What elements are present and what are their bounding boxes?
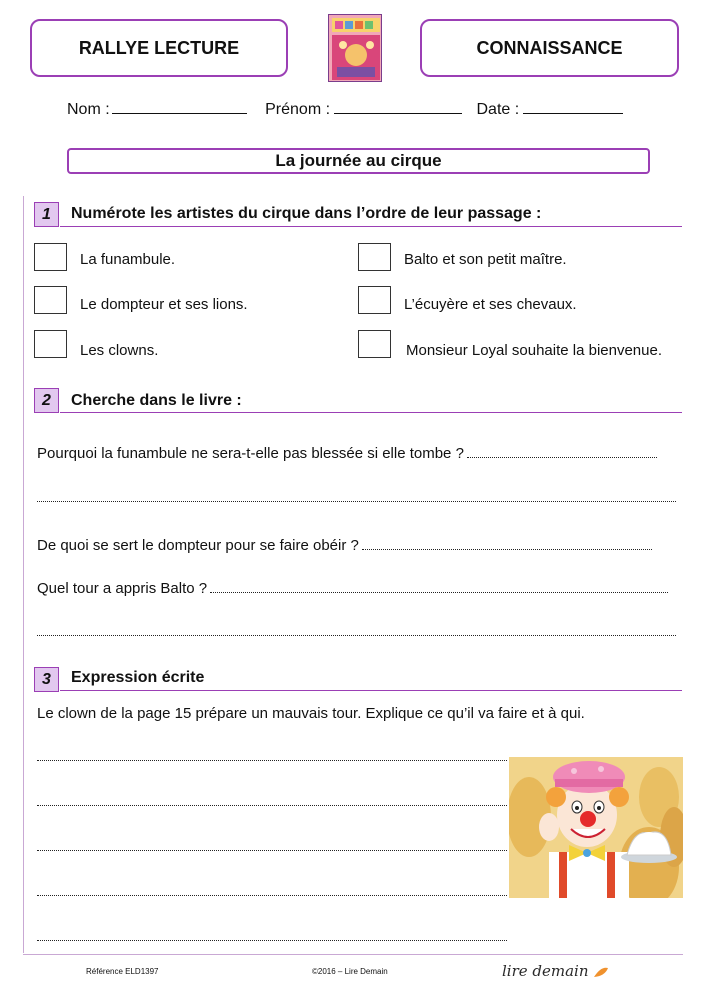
- order-checkbox-4[interactable]: [358, 286, 391, 314]
- question-2a: [37, 445, 657, 462]
- artist-label-2: Balto et son petit maître.: [404, 251, 567, 268]
- answer-line-2c-cont[interactable]: [37, 635, 676, 636]
- clown-illustration: [509, 757, 683, 898]
- order-checkbox-1[interactable]: [34, 243, 67, 271]
- artist-label-4: L’écuyère et ses chevaux.: [404, 296, 577, 313]
- order-checkbox-6[interactable]: [358, 330, 391, 358]
- writing-line-5[interactable]: [37, 940, 507, 941]
- logo-leaf-icon: [593, 966, 609, 978]
- footer-copyright: ©2016 – Lire Demain: [312, 967, 388, 976]
- answer-line-2a-cont[interactable]: [37, 501, 676, 502]
- worksheet-title: La journée au cirque: [275, 151, 442, 170]
- question-3-prompt: Le clown de la page 15 prépare un mauvais tour. Explique ce qu’il va faire et à qui.: [37, 705, 585, 722]
- prenom-field[interactable]: [334, 100, 462, 114]
- artist-label-5: Les clowns.: [80, 342, 159, 359]
- writing-line-1[interactable]: [37, 760, 507, 761]
- book-cover-image: [328, 14, 382, 82]
- date-field[interactable]: [523, 100, 623, 114]
- date-label: Date :: [476, 101, 520, 118]
- question-1-badge: [34, 202, 59, 227]
- question-3-underline: [60, 690, 682, 691]
- question-2-number: 2: [42, 391, 51, 409]
- question-2c: [37, 580, 668, 597]
- order-checkbox-2[interactable]: [358, 243, 391, 271]
- question-3-title: Expression écrite: [71, 669, 205, 686]
- prenom-label: Prénom :: [265, 101, 331, 118]
- order-checkbox-3[interactable]: [34, 286, 67, 314]
- question-2c-text: Quel tour a appris Balto ?: [37, 580, 208, 597]
- question-3-badge: [34, 667, 59, 692]
- header-right-label: CONNAISSANCE: [476, 37, 623, 58]
- left-margin-line: [23, 196, 24, 953]
- writing-line-3[interactable]: [37, 850, 507, 851]
- question-2b-text: De quoi se sert le dompteur pour se faire obéir ?: [37, 537, 359, 554]
- order-checkbox-5[interactable]: [34, 330, 67, 358]
- answer-line-2a[interactable]: [467, 457, 657, 458]
- logo-text: lire demain: [502, 962, 589, 980]
- artist-label-6: Monsieur Loyal souhaite la bienvenue.: [406, 342, 663, 359]
- question-2a-text: Pourquoi la funambule ne sera-t-elle pas blessée si elle tombe ?: [37, 445, 464, 462]
- header-left-label: RALLYE LECTURE: [78, 37, 240, 58]
- question-1-underline: [60, 226, 682, 227]
- footer-line: [23, 954, 683, 955]
- question-2-title: Cherche dans le livre :: [71, 392, 242, 409]
- question-2-underline: [60, 412, 682, 413]
- answer-line-2b[interactable]: [362, 549, 652, 550]
- nom-label: Nom :: [67, 101, 110, 118]
- footer-reference: Référence ELD1397: [86, 967, 159, 976]
- question-2b: [37, 537, 652, 554]
- artist-label-3: Le dompteur et ses lions.: [80, 296, 248, 313]
- student-fields: [67, 100, 623, 119]
- artist-label-1: La funambule.: [80, 251, 176, 268]
- header-connaissance: [420, 19, 679, 77]
- writing-line-2[interactable]: [37, 805, 507, 806]
- question-1-number: 1: [42, 205, 51, 223]
- question-2-badge: [34, 388, 59, 413]
- answer-line-2c[interactable]: [210, 592, 668, 593]
- question-1-title: Numérote les artistes du cirque dans l’ordre de leur passage :: [71, 205, 542, 222]
- header-rallye-lecture: [30, 19, 288, 77]
- nom-field[interactable]: [112, 100, 247, 114]
- writing-line-4[interactable]: [37, 895, 507, 896]
- question-3-number: 3: [42, 670, 51, 688]
- worksheet-title-box: [67, 148, 650, 174]
- lire-demain-logo: [502, 962, 609, 980]
